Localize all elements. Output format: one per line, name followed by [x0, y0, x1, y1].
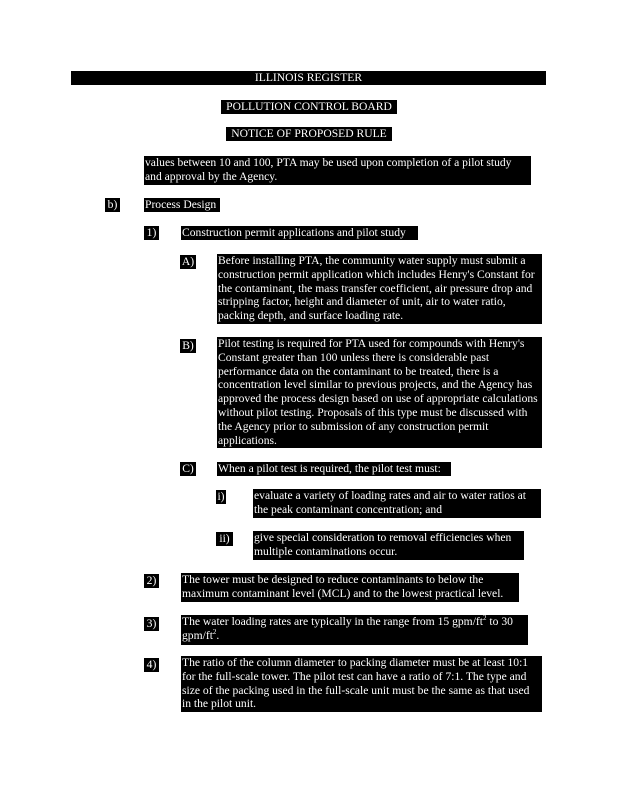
item-1b-label: B): [180, 339, 196, 353]
item-1c-ii-text: give special consideration to removal efficiencies when multiple contaminations occur.: [253, 531, 524, 560]
item-1a-text: Before installing PTA, the community water supply must submit a construction permit application which includes Henry's Constant for the contaminant, the mass transfer coefficient, air pressure drop and stripping factor, height and diameter of unit, air to water ratio, packing depth, and surface loading rate.: [217, 254, 542, 324]
notice-title: NOTICE OF PROPOSED RULE: [226, 127, 392, 141]
item-1c-i-text: evaluate a variety of loading rates and air to water ratios at the peak contaminant concentration; and: [253, 489, 541, 518]
item-1-label: 1): [144, 226, 159, 240]
item-1a-label: A): [181, 255, 195, 268]
item-2-text: The tower must be designed to reduce contaminants to below the maximum contaminant level (MCL) and to the lowest practical level.: [181, 573, 519, 602]
board-title: POLLUTION CONTROL BOARD: [221, 100, 397, 114]
item-1b-text: Pilot testing is required for PTA used for compounds with Henry's Constant greater than 100 unless there is considerable past performance data on the contaminant to be treated, there is a concentration level similar to previous projects, and the Agency has approved the process design based on use of appropriate calculations without pilot testing. Proposals of this type must be discussed with the Agency prior to submission of any construction permit applications.: [217, 337, 542, 448]
section-b-title: Process Design: [144, 198, 220, 212]
item-1c-ii-label: ii): [216, 532, 233, 546]
item-4-label: 4): [144, 658, 159, 672]
intro-paragraph: values between 10 and 100, PTA may be used upon completion of a pilot study and approval by the Agency.: [144, 156, 531, 185]
item-4-text: The ratio of the column diameter to packing diameter must be at least 10:1 for the full-scale tower. The pilot test can have a ratio of 7:1. The type and size of the packing used in the full-scale unit must be the same as that used in the pilot unit.: [181, 656, 542, 712]
section-b-label: b): [105, 198, 120, 212]
item-2-label: 2): [144, 574, 159, 588]
item-1c-i-label: i): [217, 490, 225, 503]
item-1-text: Construction permit applications and pilot study: [181, 226, 418, 240]
item-3-label: 3): [144, 617, 159, 631]
item-1c-text: When a pilot test is required, the pilot test must:: [217, 462, 451, 476]
item-3-text: The water loading rates are typically in the range from 15 gpm/$ft^2$ to 30 gpm/$ft^2$.: [181, 615, 528, 645]
register-title: ILLINOIS REGISTER: [71, 71, 546, 85]
item-1c-label: C): [180, 462, 196, 476]
